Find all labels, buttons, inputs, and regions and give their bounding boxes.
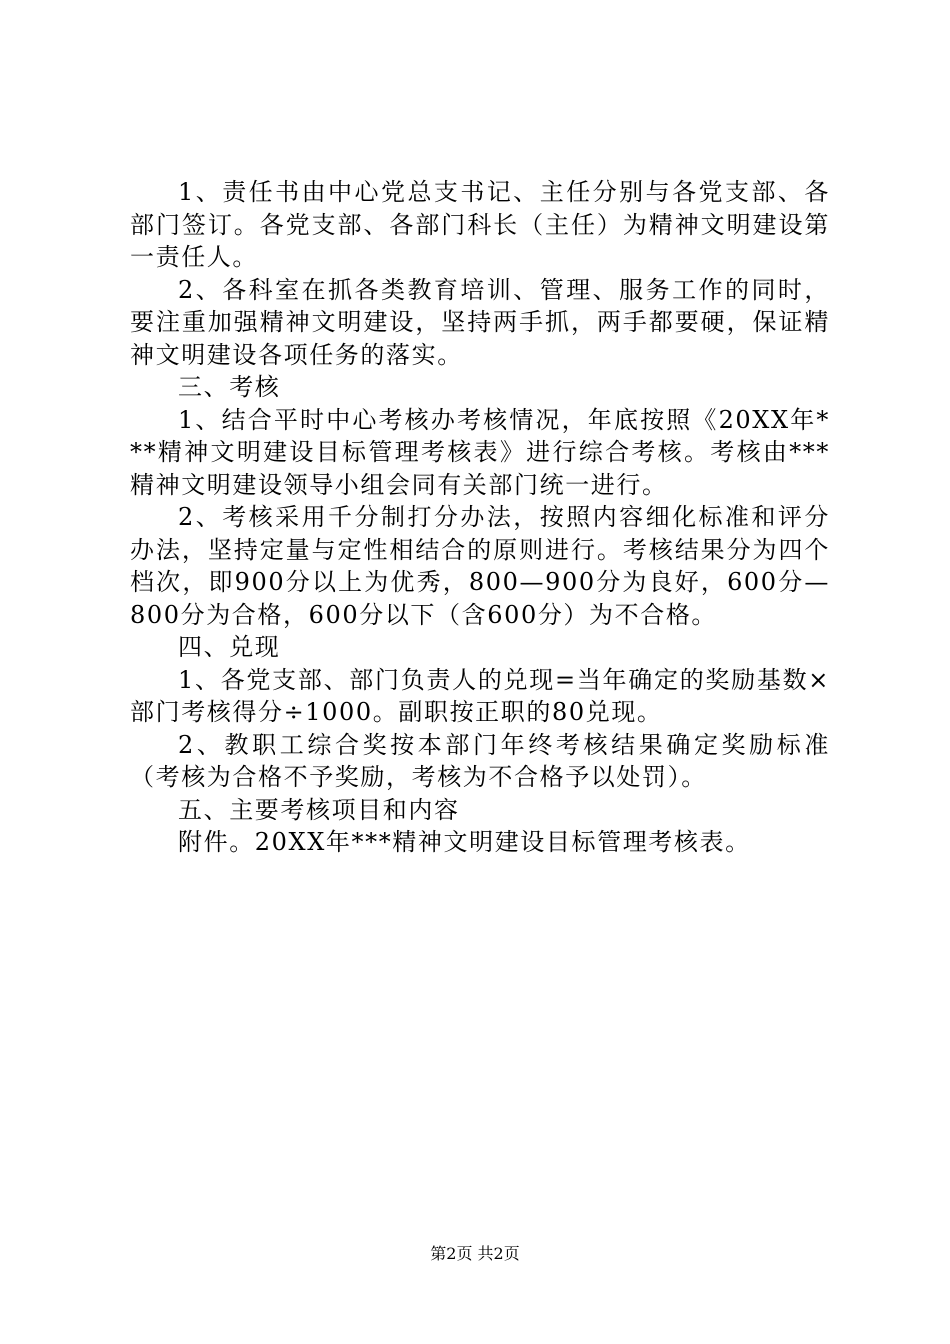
paragraph-attachment: 附件。20XX年***精神文明建设目标管理考核表。 <box>178 828 751 856</box>
document-body <box>130 176 830 859</box>
paragraph-assessment-method: 1、结合平时中心考核办考核情况，年底按照《20XX年***精神文明建设目标管理考核表》进行综合考核。考核由***精神文明建设领导小组会同有关部门统一进行。 <box>130 405 830 499</box>
page-footer: 第2页 共2页 <box>430 1244 520 1263</box>
section-heading-assessment: 三、考核 <box>178 373 281 401</box>
section-heading-fulfillment: 四、兑现 <box>178 633 281 661</box>
paragraph-staff-bonus: 2、教职工综合奖按本部门年终考核结果确定奖励标准（考核为合格不予奖励，考核为不合格予以处罚）。 <box>130 730 830 791</box>
paragraph-departments-duty: 2、各科室在抓各类教育培训、管理、服务工作的同时，要注重加强精神文明建设，坚持两手抓，两手都要硬，保证精神文明建设各项任务的落实。 <box>130 275 830 369</box>
paragraph-responsibility-signing: 1、责任书由中心党总支书记、主任分别与各党支部、各部门签订。各党支部、各部门科长（主任）为精神文明建设第一责任人。 <box>130 178 830 271</box>
section-heading-assessment-items: 五、主要考核项目和内容 <box>178 795 460 824</box>
paragraph-reward-formula: 1、各党支部、部门负责人的兑现=当年确定的奖励基数×部门考核得分÷1000。副职按正职的80兑现。 <box>130 665 830 726</box>
paragraph-scoring-system: 2、考核采用千分制打分办法，按照内容细化标准和评分办法，坚持定量与定性相结合的原则进行。考核结果分为四个档次，即900分以上为优秀，800—900分为良好，600分—800分为合格，600分以下（含600分）为不合格。 <box>130 503 830 629</box>
